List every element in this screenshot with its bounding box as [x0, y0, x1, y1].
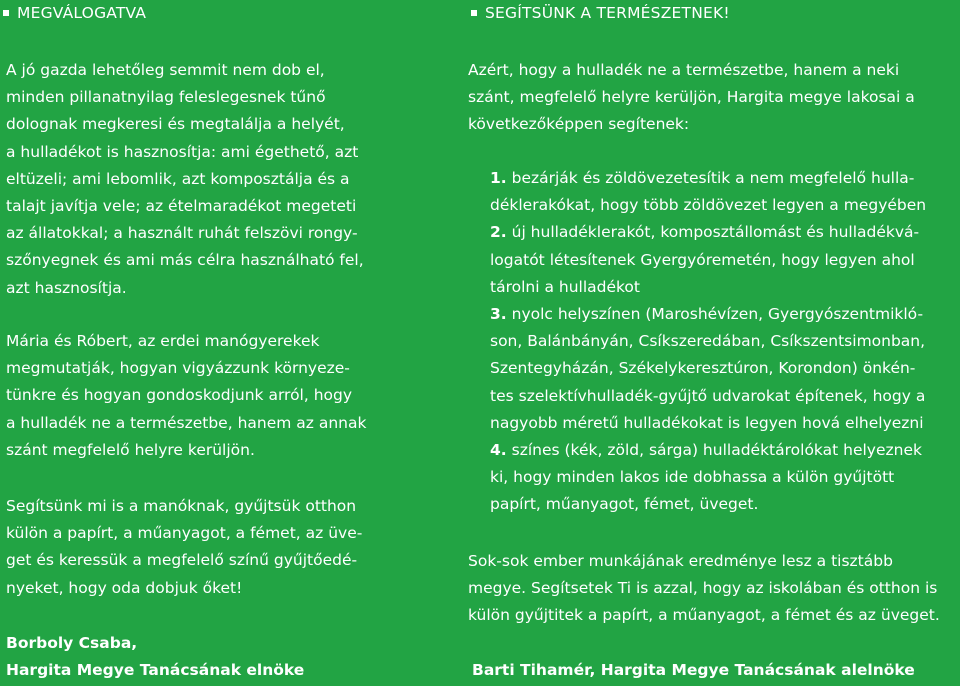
text-line: ki, hogy minden lakos ide dobhassa a külön gyűjtött	[490, 468, 895, 487]
left-heading-text: MEGVÁLOGATVA	[17, 4, 147, 22]
right-closing	[468, 548, 940, 630]
left-paragraph-3	[6, 493, 362, 602]
text-line: Segítsünk mi is a manóknak, gyűjtsük otthon	[6, 497, 357, 515]
text-line: nyolc helyszínen (Maroshévízen, Gyergyószentmikló-	[506, 305, 924, 324]
text-line: nagyobb méretű hulladékokat is legyen hová elhelyezni	[490, 413, 924, 432]
text-line: szőnyegnek és ami más célra használható fel,	[6, 251, 364, 270]
square-bullet-icon	[3, 10, 9, 16]
right-signature	[472, 657, 915, 684]
text-line: külön a papírt, a műanyagot, a fémet, az üve-	[6, 524, 363, 543]
right-intro	[468, 57, 915, 139]
text-line: tes szelektívhulladék-gyűjtő udvarokat építenek, hogy a	[490, 386, 926, 405]
text-line: son, Balánbányán, Csíkszeredában, Csíkszentsimonban,	[490, 332, 926, 351]
text-line: megye. Segítsetek Ti is azzal, hogy az iskolában és otthon is	[468, 579, 938, 598]
text-line: dolognak megkeresi és megtalálja a helyét,	[6, 115, 345, 134]
text-line: eltüzeli; ami lebomlik, azt komposztálja és a	[6, 169, 350, 188]
item-number: 2.	[490, 223, 507, 242]
list-item	[490, 437, 926, 464]
text-line: szánt megfelelő helyre kerüljön.	[6, 440, 255, 459]
text-line: Mária és Róbert, az erdei manógyerekek	[6, 332, 320, 350]
left-heading	[3, 4, 146, 22]
left-signature	[6, 630, 304, 684]
text-line: Sok-sok ember munkájának eredménye lesz a tisztább	[468, 552, 893, 570]
left-paragraph-1	[6, 57, 364, 302]
text-line: új hulladéklerakót, komposztállomást és hulladékvá-	[506, 223, 920, 242]
text-line: külön gyűjtitek a papírt, a műanyagot, a fémet és az üveget.	[468, 606, 940, 625]
signature-text: Barti Tihamér, Hargita Megye Tanácsának alelnöke	[472, 661, 915, 679]
text-line: papírt, műanyagot, fémet, üveget.	[490, 495, 759, 514]
list-item	[490, 219, 926, 246]
right-heading	[471, 4, 730, 22]
text-line: get és keressük a megfelelő színű gyűjtőedé-	[6, 551, 358, 570]
text-line: az állatokkal; a használt ruhát felszövi rongy-	[6, 224, 358, 243]
text-line: a hulladékot is hasznosítja: ami égethető, azt	[6, 142, 359, 161]
text-line: déklerakókat, hogy több zöldövezet legyen a megyében	[490, 196, 927, 215]
text-line: talajt javítja vele; az ételmaradékot megeteti	[6, 197, 357, 216]
right-numbered-list	[490, 165, 926, 519]
text-line: azt hasznosítja.	[6, 278, 127, 297]
list-item	[490, 165, 926, 192]
right-column	[468, 0, 958, 686]
text-line: A jó gazda lehetőleg semmit nem dob el,	[6, 61, 325, 79]
left-paragraph-2	[6, 328, 366, 464]
left-column	[0, 0, 400, 686]
text-line: Azért, hogy a hulladék ne a természetbe, hanem a neki	[468, 61, 900, 79]
item-number: 3.	[490, 305, 507, 324]
text-line: minden pillanatnyilag feleslegesnek tűnő	[6, 88, 326, 107]
right-heading-text: SEGÍTSÜNK A TERMÉSZETNEK!	[485, 4, 730, 22]
text-line: tárolni a hulladékot	[490, 277, 640, 296]
signature-title: Hargita Megye Tanácsának elnöke	[6, 661, 305, 679]
text-line: logatót létesítenek Gyergyóremetén, hogy legyen ahol	[490, 250, 915, 269]
text-line: nyeket, hogy oda dobjuk őket!	[6, 578, 243, 597]
text-line: szánt, megfelelő helyre kerüljön, Hargita megye lakosai a	[468, 88, 915, 107]
item-number: 1.	[490, 169, 507, 187]
list-item	[490, 301, 926, 328]
text-line: következőképpen segítenek:	[468, 115, 690, 134]
text-line: Szentegyházán, Székelykeresztúron, Korondon) önkén-	[490, 359, 916, 378]
signature-name: Borboly Csaba,	[6, 634, 138, 652]
text-line: a hulladék ne a természetbe, hanem az annak	[6, 413, 367, 432]
text-line: bezárják és zöldövezetesítik a nem megfelelő hulla-	[506, 169, 915, 187]
text-line: színes (kék, zöld, sárga) hulladéktárolókat helyeznek	[506, 441, 922, 460]
square-bullet-icon	[471, 10, 477, 16]
text-line: megmutatják, hogyan vigyázzunk környeze-	[6, 359, 350, 378]
item-number: 4.	[490, 441, 507, 460]
text-line: tünkre és hogyan gondoskodjunk arról, hogy	[6, 386, 353, 405]
